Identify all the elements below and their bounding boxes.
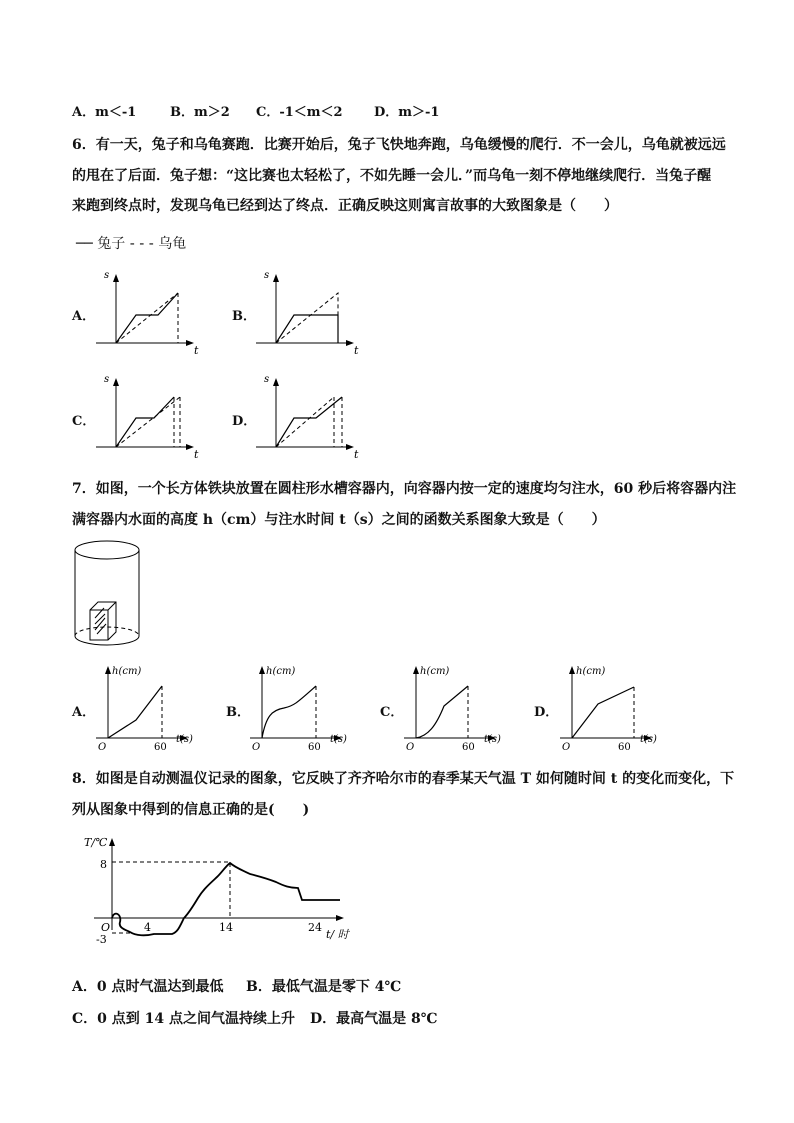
svg-text:60: 60 — [308, 742, 321, 753]
svg-text:60: 60 — [618, 742, 631, 753]
svg-text:O: O — [101, 921, 111, 934]
q6-graph-d — [256, 372, 366, 462]
svg-text:t(s): t(s) — [484, 734, 501, 745]
q8-option-a: A．0 点时气温达到最低 — [72, 979, 224, 995]
svg-text:h(cm): h(cm) — [266, 666, 296, 677]
q6-graph-b — [256, 268, 366, 358]
svg-text:8: 8 — [100, 858, 107, 871]
temperature-graph — [80, 830, 370, 950]
q7-graph-c — [404, 660, 514, 752]
svg-text:t(s): t(s) — [640, 734, 657, 745]
q6-graph-a — [96, 268, 206, 358]
svg-text:h(cm): h(cm) — [420, 666, 450, 677]
q6-legend: ── 兔子 - - - 乌龟 — [76, 236, 187, 252]
svg-text:h(cm): h(cm) — [112, 666, 142, 677]
q8-option-c: C．0 点到 14 点之间气温持续上升 — [72, 1011, 295, 1027]
svg-text:s: s — [104, 270, 110, 281]
svg-text:O: O — [406, 742, 415, 753]
svg-text:O: O — [98, 742, 107, 753]
q7-label-c: C． — [380, 705, 404, 720]
q8-option-b: B．最低气温是零下 4℃ — [246, 979, 402, 995]
q8-option-d: D．最高气温是 8℃ — [310, 1011, 438, 1027]
q7-graph-b — [250, 660, 360, 752]
svg-text:t(s): t(s) — [330, 734, 347, 745]
svg-text:h(cm): h(cm) — [576, 666, 606, 677]
q5-option-d: D．m＞-1 — [374, 105, 440, 120]
q7-label-a: A． — [72, 705, 96, 720]
svg-text:t: t — [194, 344, 199, 357]
q6-label-b: B． — [232, 309, 256, 324]
svg-text:O: O — [562, 742, 571, 753]
q8-text-line-1: 8．如图是自动测温仪记录的图象，它反映了齐齐哈尔市的春季某天气温 T 如何随时间 t 的变化而变化，下 — [72, 771, 735, 787]
svg-text:-3: -3 — [96, 933, 107, 946]
q6-text-line-2: 的甩在了后面．兔子想：“这比赛也太轻松了，不如先睡一会儿．”而乌龟一刻不停地继续爬行．当兔子醒 — [72, 168, 712, 184]
svg-text:s: s — [264, 270, 270, 281]
svg-text:s: s — [104, 374, 110, 385]
svg-text:t: t — [194, 448, 199, 461]
q7-graph-d — [560, 660, 670, 752]
q6-label-c: C． — [72, 414, 96, 429]
svg-text:t: t — [354, 448, 359, 461]
svg-text:24: 24 — [308, 921, 322, 934]
q7-text-line-2: 满容器内水面的高度 h（cm）与注水时间 t（s）之间的函数关系图象大致是（ ） — [72, 512, 606, 528]
svg-text:T/℃: T/℃ — [84, 836, 108, 849]
q6-graph-c — [96, 372, 206, 462]
q6-text-line-1: 6．有一天，兔子和乌龟赛跑．比赛开始后，兔子飞快地奔跑，乌龟缓慢的爬行．不一会儿，乌龟就被远远 — [72, 137, 726, 153]
svg-text:14: 14 — [219, 921, 233, 934]
cylinder-tank-illustration — [72, 538, 144, 650]
q8-text-line-2: 列从图象中得到的信息正确的是( ) — [72, 802, 310, 818]
q6-text-line-3: 来跑到终点时，发现乌龟已经到达了终点．正确反映这则寓言故事的大致图象是（ ） — [72, 198, 618, 214]
svg-text:t: t — [354, 344, 359, 357]
svg-text:60: 60 — [462, 742, 475, 753]
svg-text:t(s): t(s) — [176, 734, 193, 745]
q5-option-a: A．m＜-1 — [72, 105, 137, 120]
svg-text:60: 60 — [154, 742, 167, 753]
q7-text-line-1: 7．如图，一个长方体铁块放置在圆柱形水槽容器内，向容器内按一定的速度均匀注水，60 秒后将容器内注 — [72, 481, 737, 497]
svg-text:4: 4 — [144, 921, 151, 934]
svg-text:s: s — [264, 374, 270, 385]
svg-text:t/ 时: t/ 时 — [326, 928, 349, 941]
q7-graph-a — [96, 660, 206, 752]
q6-label-d: D． — [232, 414, 257, 429]
q5-option-c: C．-1＜m＜2 — [256, 105, 343, 120]
q7-label-b: B． — [226, 705, 250, 720]
q6-label-a: A． — [72, 309, 96, 324]
q5-option-b: B．m＞2 — [170, 105, 230, 120]
q7-label-d: D． — [534, 705, 559, 720]
svg-text:O: O — [252, 742, 261, 753]
